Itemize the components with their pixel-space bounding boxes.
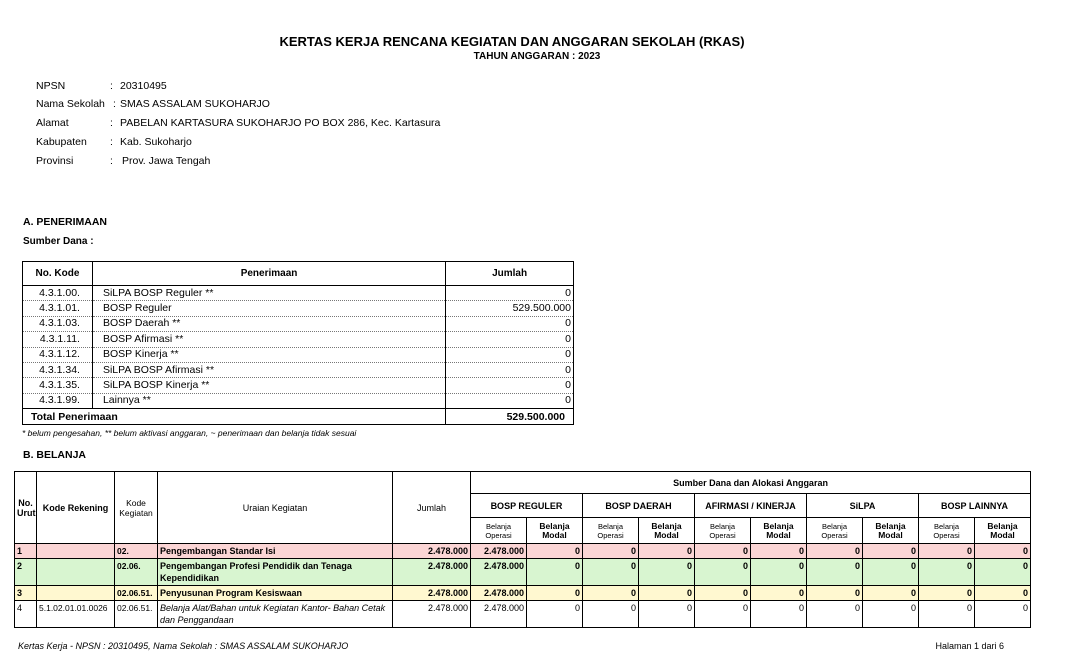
header-belanja-operasi: Belanja Operasi <box>471 518 527 544</box>
kode-cell: 4.3.1.01. <box>23 301 93 316</box>
header-penerimaan: Penerimaan <box>92 262 445 286</box>
school-info-sep: : <box>113 98 116 110</box>
school-info-value: PABELAN KARTASURA SUKOHARJO PO BOX 286, Kec. Kartasura <box>120 117 441 129</box>
school-info-sep: : <box>110 80 113 92</box>
uraian-cell: Penyusunan Program Kesiswaan <box>158 586 393 601</box>
jumlah-cell: 2.478.000 <box>393 601 471 628</box>
alokasi-cell: 0 <box>975 601 1031 628</box>
table-row <box>23 347 574 362</box>
kode-kegiatan-cell: 02.06. <box>115 559 158 586</box>
uraian-cell: Pengembangan Standar Isi <box>158 544 393 559</box>
alokasi-cell: 0 <box>639 586 695 601</box>
penerimaan-cell: BOSP Kinerja ** <box>92 347 445 362</box>
alokasi-cell: 0 <box>695 544 751 559</box>
kode-rekening-cell <box>37 544 115 559</box>
alokasi-cell: 0 <box>863 544 919 559</box>
document-subtitle: TAHUN ANGGARAN : 2023 <box>473 51 601 62</box>
section-belanja-title: B. BELANJA <box>23 449 87 461</box>
penerimaan-cell: BOSP Reguler <box>92 301 445 316</box>
alokasi-cell: 0 <box>863 586 919 601</box>
alokasi-cell: 0 <box>527 601 583 628</box>
alokasi-cell: 0 <box>639 559 695 586</box>
section-penerimaan-title: A. PENERIMAAN <box>23 216 108 228</box>
alokasi-cell: 2.478.000 <box>471 586 527 601</box>
alokasi-cell: 0 <box>639 601 695 628</box>
school-info-label: NPSN <box>36 80 66 92</box>
penerimaan-cell: BOSP Afirmasi ** <box>92 332 445 347</box>
header-belanja-operasi: Belanja Operasi <box>695 518 751 544</box>
kode-rekening-cell: 5.1.02.01.01.0026 <box>37 601 115 628</box>
header-belanja-modal: Belanja Modal <box>639 518 695 544</box>
kode-kegiatan-cell: 02.06.51. <box>115 586 158 601</box>
kode-cell: 4.3.1.34. <box>23 362 93 377</box>
jumlah-cell: 0 <box>446 378 574 393</box>
school-info-value: Prov. Jawa Tengah <box>122 155 211 167</box>
school-info-value: 20310495 <box>120 80 167 92</box>
table-row <box>15 586 1031 601</box>
alokasi-cell: 0 <box>695 586 751 601</box>
kode-cell: 4.3.1.00. <box>23 286 93 301</box>
header-belanja-modal: Belanja Modal <box>527 518 583 544</box>
kode-rekening-cell <box>37 559 115 586</box>
alokasi-cell: 0 <box>527 544 583 559</box>
table-row <box>15 544 1031 559</box>
alokasi-cell: 0 <box>919 559 975 586</box>
header-uraian-kegiatan: Uraian Kegiatan <box>158 472 393 544</box>
alokasi-cell: 0 <box>807 559 863 586</box>
kode-cell: 4.3.1.03. <box>23 316 93 331</box>
no-urut-cell: 2 <box>15 559 37 586</box>
header-belanja-modal: Belanja Modal <box>975 518 1031 544</box>
alokasi-cell: 0 <box>751 601 807 628</box>
header-belanja-operasi: Belanja Operasi <box>919 518 975 544</box>
school-info-value: Kab. Sukoharjo <box>120 136 192 148</box>
jumlah-cell: 0 <box>446 332 574 347</box>
table-row <box>23 286 574 301</box>
kode-kegiatan-cell: 02.06.51. <box>115 601 158 628</box>
jumlah-cell: 2.478.000 <box>393 559 471 586</box>
alokasi-cell: 0 <box>975 559 1031 586</box>
alokasi-cell: 0 <box>807 586 863 601</box>
penerimaan-note: * belum pengesahan, ** belum aktivasi anggaran, ~ penerimaan dan belanja tidak sesuai <box>22 428 357 438</box>
header-kode-kegiatan: Kode Kegiatan <box>115 472 158 544</box>
school-info-sep: : <box>110 155 113 167</box>
header-kode-rekening: Kode Rekening <box>37 472 115 544</box>
alokasi-cell: 0 <box>975 586 1031 601</box>
jumlah-cell: 0 <box>446 362 574 377</box>
alokasi-cell: 0 <box>527 586 583 601</box>
alokasi-cell: 0 <box>583 601 639 628</box>
alokasi-cell: 0 <box>695 559 751 586</box>
header-belanja-modal: Belanja Modal <box>751 518 807 544</box>
alokasi-cell: 2.478.000 <box>471 601 527 628</box>
school-info-sep: : <box>110 117 113 129</box>
alokasi-cell: 2.478.000 <box>471 559 527 586</box>
alokasi-cell: 0 <box>751 559 807 586</box>
jumlah-cell: 0 <box>446 393 574 408</box>
school-info-label: Alamat <box>36 117 69 129</box>
alokasi-cell: 0 <box>863 601 919 628</box>
footer-document-info: Kertas Kerja - NPSN : 20310495, Nama Sekolah : SMAS ASSALAM SUKOHARJO <box>18 641 349 651</box>
alokasi-cell: 0 <box>919 544 975 559</box>
total-penerimaan-label: Total Penerimaan <box>23 409 446 425</box>
kode-cell: 4.3.1.12. <box>23 347 93 362</box>
total-penerimaan-value: 529.500.000 <box>446 409 574 425</box>
school-info-label: Kabupaten <box>36 136 87 148</box>
kode-rekening-cell <box>37 586 115 601</box>
table-row <box>23 316 574 331</box>
alokasi-cell: 0 <box>639 544 695 559</box>
uraian-cell: Pengembangan Profesi Pendidik dan Tenaga Kependidikan <box>158 559 393 586</box>
school-info-sep: : <box>110 136 113 148</box>
penerimaan-cell: BOSP Daerah ** <box>92 316 445 331</box>
alokasi-cell: 0 <box>863 559 919 586</box>
table-row <box>23 301 574 316</box>
penerimaan-cell: Lainnya ** <box>92 393 445 408</box>
alokasi-cell: 0 <box>583 544 639 559</box>
penerimaan-cell: SiLPA BOSP Afirmasi ** <box>92 362 445 377</box>
alokasi-cell: 0 <box>919 601 975 628</box>
header-no-urut: No. Urut <box>15 472 37 544</box>
alokasi-cell: 2.478.000 <box>471 544 527 559</box>
header-no-kode: No. Kode <box>23 262 93 286</box>
footer-page-number: Halaman 1 dari 6 <box>935 641 1004 651</box>
alokasi-cell: 0 <box>583 586 639 601</box>
jumlah-cell: 0 <box>446 316 574 331</box>
uraian-cell: Belanja Alat/Bahan untuk Kegiatan Kantor- Bahan Cetak dan Penggandaan <box>158 601 393 628</box>
kode-cell: 4.3.1.11. <box>23 332 93 347</box>
alokasi-cell: 0 <box>583 559 639 586</box>
penerimaan-cell: SiLPA BOSP Reguler ** <box>92 286 445 301</box>
no-urut-cell: 1 <box>15 544 37 559</box>
header-belanja-modal: Belanja Modal <box>863 518 919 544</box>
alokasi-cell: 0 <box>527 559 583 586</box>
table-row <box>23 378 574 393</box>
header-group: BOSP REGULER <box>471 494 583 518</box>
alokasi-cell: 0 <box>751 586 807 601</box>
document-title: KERTAS KERJA RENCANA KEGIATAN DAN ANGGARAN SEKOLAH (RKAS) <box>279 34 745 49</box>
kode-kegiatan-cell: 02. <box>115 544 158 559</box>
kode-cell: 4.3.1.99. <box>23 393 93 408</box>
header-group: BOSP LAINNYA <box>919 494 1031 518</box>
jumlah-cell: 0 <box>446 347 574 362</box>
school-info-value: SMAS ASSALAM SUKOHARJO <box>120 98 270 110</box>
penerimaan-cell: SiLPA BOSP Kinerja ** <box>92 378 445 393</box>
header-group: SiLPA <box>807 494 919 518</box>
jumlah-cell: 2.478.000 <box>393 544 471 559</box>
header-group: AFIRMASI / KINERJA <box>695 494 807 518</box>
jumlah-cell: 0 <box>446 286 574 301</box>
kode-cell: 4.3.1.35. <box>23 378 93 393</box>
alokasi-cell: 0 <box>695 601 751 628</box>
table-row <box>15 559 1031 586</box>
jumlah-cell: 2.478.000 <box>393 586 471 601</box>
header-sumber-dana: Sumber Dana dan Alokasi Anggaran <box>471 472 1031 494</box>
alokasi-cell: 0 <box>807 601 863 628</box>
school-info-label: Provinsi <box>36 155 74 167</box>
header-jumlah: Jumlah <box>446 262 574 286</box>
belanja-table <box>14 471 1031 628</box>
table-row <box>15 601 1031 628</box>
header-group: BOSP DAERAH <box>583 494 695 518</box>
no-urut-cell: 3 <box>15 586 37 601</box>
header-belanja-operasi: Belanja Operasi <box>583 518 639 544</box>
table-row <box>23 362 574 377</box>
sumber-dana-label: Sumber Dana : <box>23 236 94 247</box>
table-row <box>23 393 574 408</box>
alokasi-cell: 0 <box>751 544 807 559</box>
alokasi-cell: 0 <box>975 544 1031 559</box>
table-row <box>23 332 574 347</box>
alokasi-cell: 0 <box>919 586 975 601</box>
no-urut-cell: 4 <box>15 601 37 628</box>
jumlah-cell: 529.500.000 <box>446 301 574 316</box>
header-belanja-operasi: Belanja Operasi <box>807 518 863 544</box>
school-info-label: Nama Sekolah <box>36 98 105 110</box>
header-jumlah: Jumlah <box>393 472 471 544</box>
penerimaan-table <box>22 261 574 425</box>
alokasi-cell: 0 <box>807 544 863 559</box>
